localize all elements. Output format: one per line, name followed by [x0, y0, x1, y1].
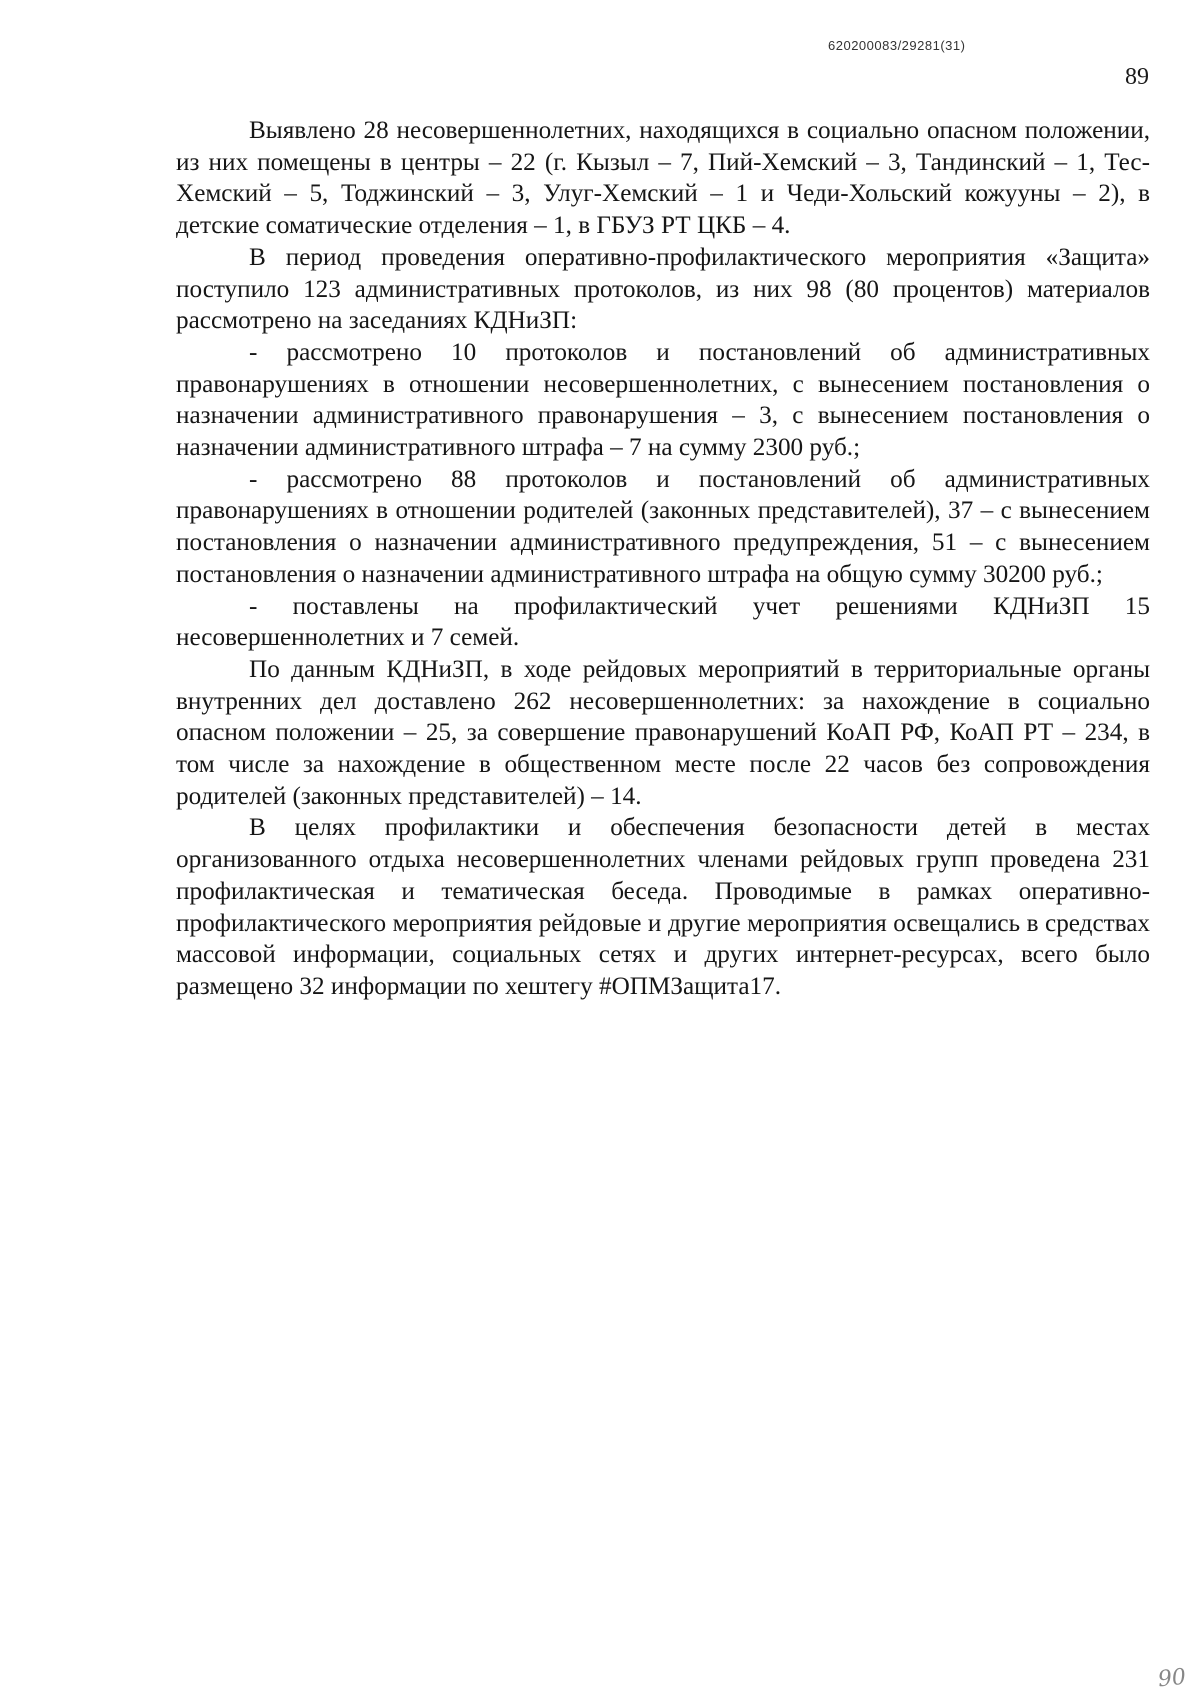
list-item-preventive-registration: - поставлены на профилактический учет решениями КДНиЗП 15 несовершеннолетних и 7 семей. [176, 592, 1150, 652]
document-id: 620200083/29281(31) [828, 38, 966, 53]
list-item-parents-protocols: - рассмотрено 88 протоколов и постановлений об административных правонарушениях в отношении родителей (законных представителей), 37 – с вынесением постановления о назначении административного предупреждения, 51 – с вынесением постановления о назначении административного штрафа на общую сумму 30200 руб.; [176, 465, 1150, 588]
paragraph-prevention-measures: В целях профилактики и обеспечения безопасности детей в местах организованного отдыха несовершеннолетних членами рейдовых групп проведена 231 профилактическая и тематическая беседа. Проводимые в рамках оперативно-профилактического мероприятия рейдовые и другие мероприятия освещались в средствах массовой информации, социальных сетях и других интернет-ресурсах, всего было размещено 32 информации по хештегу #ОПМЗащита17. [176, 814, 1150, 1000]
paragraph-protocols-received: В период проведения оперативно-профилактического мероприятия «Защита» поступило 123 административных протоколов, из них 98 (80 процентов) материалов рассмотрено на заседаниях КДНиЗП: [176, 243, 1150, 335]
handwritten-page-number: 90 [1156, 1664, 1188, 1693]
document-body [176, 115, 1150, 1003]
paragraph-raid-results: По данным КДНиЗП, в ходе рейдовых мероприятий в территориальные органы внутренних дел доставлено 262 несовершеннолетних: за нахождение в социально опасном положении – 25, за совершение правонарушений КоАП РФ, КоАП РТ – 234, в том числе за нахождение в общественном месте после 22 часов без сопровождения родителей (законных представителей) – 14. [176, 655, 1150, 810]
page-number: 89 [1125, 64, 1149, 90]
paragraph-minors-identified: Выявлено 28 несовершеннолетних, находящихся в социально опасном положении, из них помещены в центры – 22 (г. Кызыл – 7, Пий-Хемский – 3, Тандинский – 1, Тес-Хемский – 5, Тоджинский – 3, Улуг-Хемский – 1 и Чеди-Хольский кожууны – 2), в детские соматические отделения – 1, в ГБУЗ РТ ЦКБ – 4. [176, 117, 1150, 240]
list-item-minors-protocols: - рассмотрено 10 протоколов и постановлений об административных правонарушениях в отношении несовершеннолетних, с вынесением постановления о назначении административного правонарушения – 3, с вынесением постановления о назначении административного штрафа – 7 на сумму 2300 руб.; [176, 338, 1150, 462]
